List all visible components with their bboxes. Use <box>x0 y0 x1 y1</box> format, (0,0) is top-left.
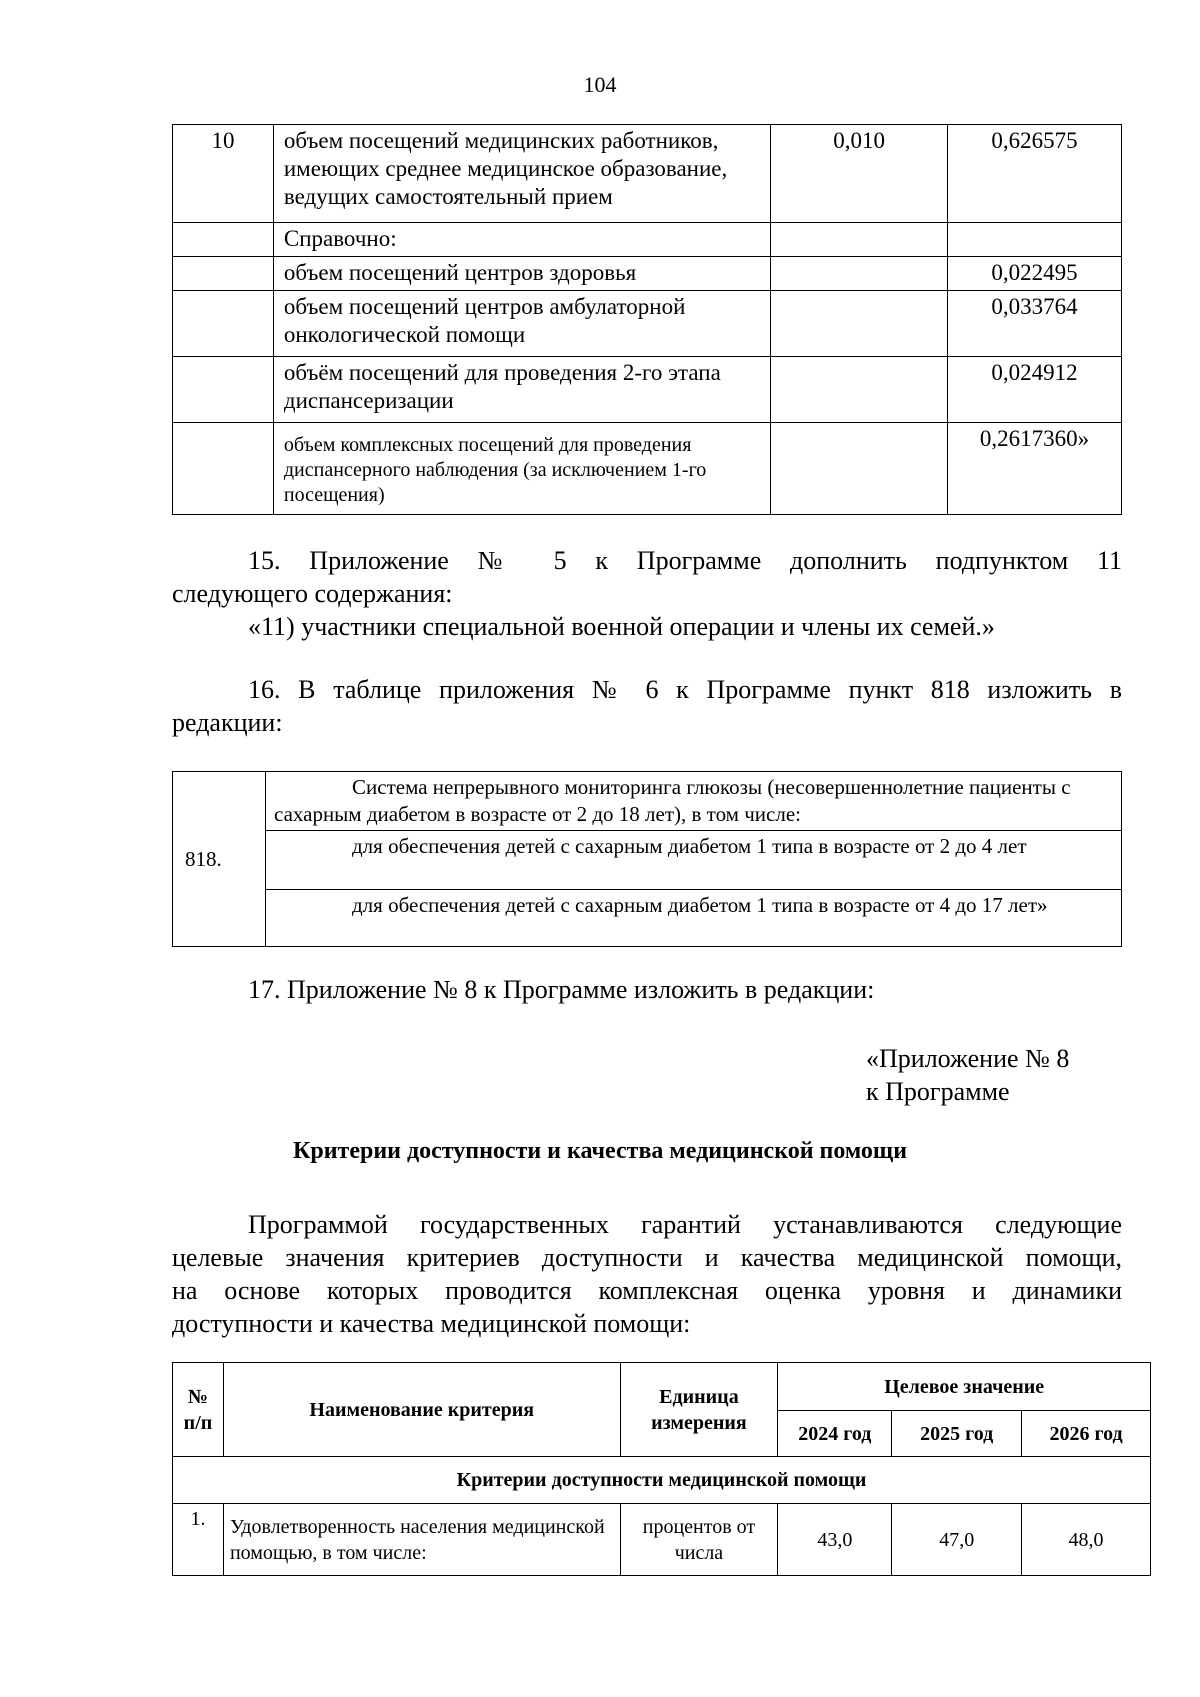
row-value-b: 0,022495 <box>948 257 1122 291</box>
row-number <box>173 357 274 423</box>
row-value-b: 0,033764 <box>948 291 1122 357</box>
appendix-header <box>866 1042 1069 1108</box>
item-text: Система непрерывного мониторинга глюкозы (несовершеннолетние пациенты с сахарным диабетом в возрасте от 2 до 18 лет), в том числе: <box>266 772 1122 831</box>
appendix-line-2: к Программе <box>866 1077 1010 1106</box>
row-value: 48,0 <box>1022 1504 1151 1576</box>
intro-paragraph <box>172 1208 1122 1340</box>
row-number <box>173 291 274 357</box>
table-header-row <box>173 1363 1151 1411</box>
paragraph-15-line-3: «11) участники специальной военной операции и члены их семей.» <box>248 612 995 641</box>
row-text: объем комплексных посещений для проведения диспансерного наблюдения (за исключением 1-го посещения) <box>273 423 770 515</box>
paragraph-15 <box>172 544 1122 643</box>
row-number <box>173 423 274 515</box>
table-row <box>173 223 1122 257</box>
section-row <box>173 1457 1151 1504</box>
table-row <box>173 772 1122 831</box>
paragraph-17-text: 17. Приложение № 8 к Программе изложить в редакции: <box>248 975 875 1004</box>
row-value-b: 0,626575 <box>948 125 1122 223</box>
row-value-b: 0,2617360» <box>948 423 1122 515</box>
table-row <box>173 423 1122 515</box>
header-unit: Единица измерения <box>620 1363 778 1457</box>
table-row <box>173 831 1122 890</box>
intro-line-2: целевые значения критериев доступности и качества медицинской помощи, <box>172 1243 1122 1272</box>
table-row <box>173 1504 1151 1576</box>
row-value: 47,0 <box>892 1504 1022 1576</box>
row-text: Справочно: <box>273 223 770 257</box>
row-unit: процентов от числа <box>620 1504 778 1576</box>
row-number: 10 <box>173 125 274 223</box>
row-number: 1. <box>173 1504 224 1576</box>
row-value-b <box>948 223 1122 257</box>
table-row <box>173 291 1122 357</box>
item-818-table <box>172 771 1122 947</box>
table-row <box>173 357 1122 423</box>
row-value: 43,0 <box>778 1504 892 1576</box>
appendix-line-1: «Приложение № 8 <box>866 1044 1070 1073</box>
table-row <box>173 257 1122 291</box>
paragraph-15-line-2: следующего содержания: <box>172 579 453 608</box>
header-year: 2026 год <box>1022 1411 1151 1457</box>
row-number <box>173 223 274 257</box>
header-year: 2025 год <box>892 1411 1022 1457</box>
table-row <box>173 125 1122 223</box>
paragraph-16 <box>172 673 1122 739</box>
row-text: объем посещений центров амбулаторной онкологической помощи <box>273 291 770 357</box>
item-text: для обеспечения детей с сахарным диабетом 1 типа в возрасте от 4 до 17 лет» <box>266 890 1122 947</box>
row-text: объем посещений центров здоровья <box>273 257 770 291</box>
section-heading: Критерии доступности и качества медицинской помощи <box>292 1138 908 1164</box>
section-title: Критерии доступности медицинской помощи <box>173 1457 1151 1504</box>
header-name: Наименование критерия <box>223 1363 620 1457</box>
paragraph-15-line-1: 15. Приложение № 5 к Программе дополнить подпунктом 11 <box>248 546 1122 575</box>
header-year: 2024 год <box>778 1411 892 1457</box>
page-number: 104 <box>583 72 617 97</box>
header-target: Целевое значение <box>778 1363 1151 1411</box>
intro-line-1: Программой государственных гарантий устанавливаются следующие <box>248 1210 1122 1239</box>
item-text: для обеспечения детей с сахарным диабетом 1 типа в возрасте от 2 до 4 лет <box>266 831 1122 890</box>
intro-line-4: доступности и качества медицинской помощи: <box>172 1309 691 1338</box>
volume-table <box>172 124 1122 515</box>
row-text: объём посещений для проведения 2-го этапа диспансеризации <box>273 357 770 423</box>
table-row <box>173 890 1122 947</box>
paragraph-16-line-2: редакции: <box>172 708 283 737</box>
paragraph-17 <box>172 973 1122 1006</box>
row-value-a <box>771 357 948 423</box>
intro-line-3: на основе которых проводится комплексная оценка уровня и динамики <box>172 1276 1122 1305</box>
header-number: № п/п <box>173 1363 224 1457</box>
row-value-a <box>771 423 948 515</box>
row-value-b: 0,024912 <box>948 357 1122 423</box>
criteria-table <box>172 1362 1151 1576</box>
paragraph-16-line-1: 16. В таблице приложения № 6 к Программе пункт 818 изложить в <box>248 675 1122 704</box>
row-value-a <box>771 223 948 257</box>
row-name: Удовлетворенность населения медицинской помощью, в том числе: <box>223 1504 620 1576</box>
row-value-a <box>771 291 948 357</box>
item-number: 818. <box>173 772 266 947</box>
row-value-a <box>771 257 948 291</box>
row-text: объем посещений медицинских работников, имеющих среднее медицинское образование, ведущих самостоятельный прием <box>273 125 770 223</box>
row-value-a: 0,010 <box>771 125 948 223</box>
row-number <box>173 257 274 291</box>
